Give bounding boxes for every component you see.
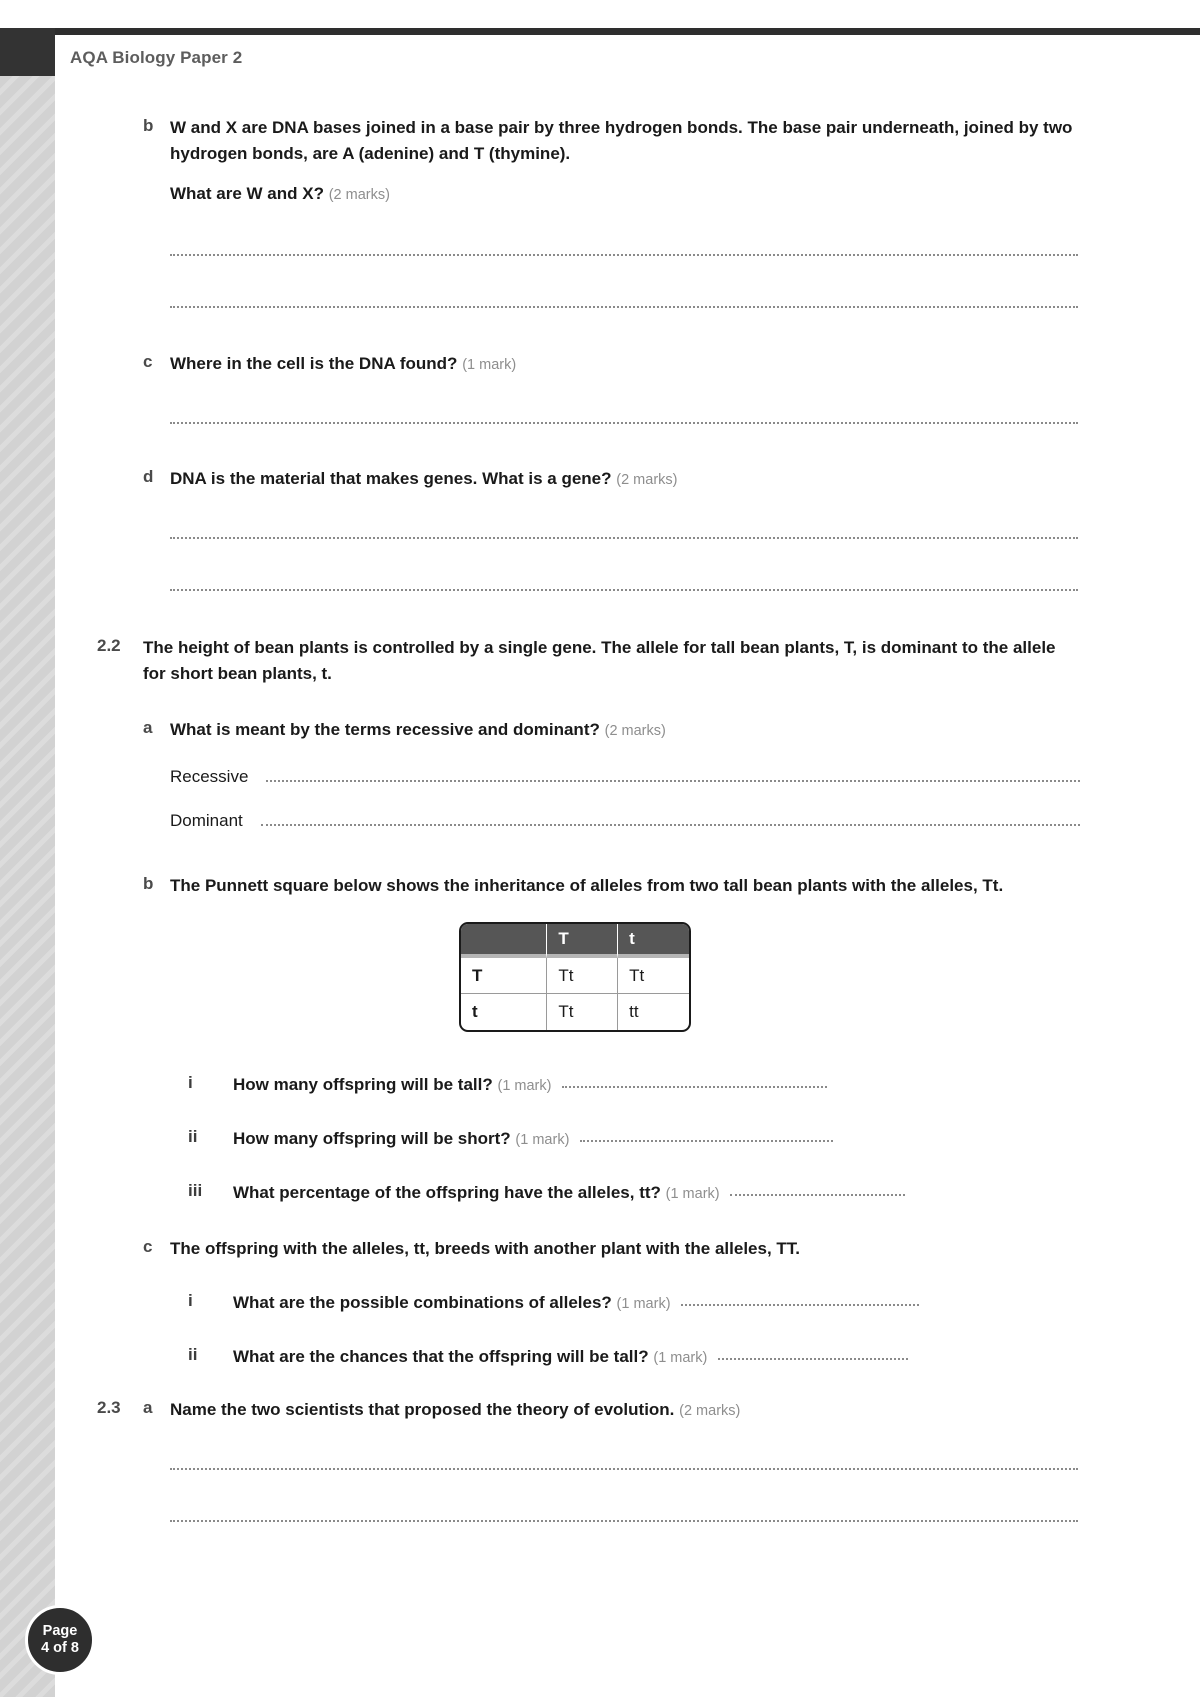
question-2-2c-body: The offspring with the alleles, tt, breeds with another plant with the alleles, TT.	[170, 1238, 801, 1258]
question-1b-prompt-row	[143, 181, 1080, 207]
question-2-2a-marks: (2 marks)	[604, 722, 666, 739]
question-2-2-line1: The height of bean plants is controlled by a single gene. The allele for tall bean plants, T,	[143, 638, 858, 658]
answer-line-2-3-2[interactable]	[170, 1520, 1078, 1522]
question-1b-prompt-spacer	[143, 181, 170, 182]
question-1d-body	[170, 466, 1080, 492]
question-2-2b-iii-marks: (1 mark)	[665, 1186, 720, 1203]
answer-line-recessive[interactable]	[170, 767, 1080, 787]
question-2-2c-i-roman: i	[188, 1290, 193, 1310]
answer-label-dominant: Dominant	[170, 810, 243, 830]
punnett-row-t	[461, 994, 689, 1030]
question-2-2a-text-mid: and	[473, 719, 513, 739]
question-1b-line2: underneath, joined by two hydrogen bonds, are A (adenine) and T (thymine).	[170, 118, 1073, 163]
question-2-2c-ii	[188, 1344, 1080, 1370]
question-1c-marks: (1 mark)	[462, 357, 517, 374]
question-2-2b	[143, 873, 1080, 899]
page-badge-line2: 4 of 8	[41, 1640, 79, 1656]
question-2-2b-iii-roman: iii	[188, 1181, 203, 1201]
question-1b-letter: b	[143, 116, 154, 135]
question-2-3-body	[170, 1397, 1080, 1423]
question-2-2b-iii-prompt: What percentage of the offspring have the alleles, tt?	[233, 1183, 661, 1203]
question-2-2b-i-marks: (1 mark)	[497, 1078, 552, 1095]
page-number-badge	[25, 1605, 95, 1675]
question-2-2a	[143, 717, 1080, 743]
question-1d-letter: d	[143, 467, 154, 487]
question-2-2b-line2: with the alleles, Tt.	[852, 875, 1004, 895]
question-2-2a-term-recessive: recessive	[395, 719, 474, 739]
question-2-2b-iii	[188, 1180, 1080, 1206]
question-2-2c-i-prompt: What are the possible combinations of alleles?	[233, 1292, 612, 1312]
question-1c-body	[170, 351, 1080, 377]
question-2-2b-i	[188, 1072, 1080, 1098]
question-2-2b-i-prompt: How many offspring will be tall?	[233, 1075, 493, 1095]
punnett-rowhead-t: t	[461, 994, 547, 1030]
question-1b-prompt-body	[170, 181, 1080, 207]
punnett-header-row-group	[461, 924, 689, 958]
question-2-3-text-pre: Name the	[170, 1400, 252, 1420]
question-1b	[143, 115, 1080, 167]
punnett-cell-0-1: Tt	[547, 958, 618, 994]
punnett-cell-1-1: Tt	[547, 994, 618, 1030]
question-2-2a-body	[170, 717, 1080, 743]
page-badge-line1: Page	[42, 1623, 78, 1640]
question-2-2-number: 2.2	[97, 636, 121, 656]
question-2-2c-ii-body	[233, 1344, 1080, 1370]
question-2-2a-text-pre: What is meant by the terms	[170, 719, 396, 739]
question-1d	[143, 466, 1080, 492]
answer-leader-2-2b-iii[interactable]	[730, 1189, 905, 1196]
answer-leader-2-2b-ii[interactable]	[580, 1135, 833, 1142]
question-2-3-strong-two: two	[251, 1400, 281, 1420]
question-2-2c-i-body	[233, 1290, 1080, 1316]
punnett-square-container	[70, 922, 1080, 1032]
answer-leader-2-2c-ii[interactable]	[718, 1353, 908, 1360]
answer-rule-dominant[interactable]	[261, 819, 1080, 826]
question-2-2c-i-marks: (1 mark)	[616, 1295, 671, 1312]
question-1c	[143, 351, 1080, 377]
answer-rule-recessive[interactable]	[266, 775, 1080, 782]
question-content-column	[70, 115, 1080, 1522]
question-1d-prompt: DNA is the material that makes genes. What is a gene?	[170, 469, 612, 489]
question-2-2a-term-dominant: dominant?	[512, 719, 600, 739]
punnett-header-col-t: t	[618, 924, 689, 958]
question-1b-marks: (2 marks)	[328, 186, 390, 203]
question-2-2	[97, 635, 1080, 687]
question-2-2-body	[143, 635, 1080, 687]
left-hatched-margin-strip	[0, 76, 55, 1697]
answer-leader-2-2b-i[interactable]	[562, 1081, 827, 1088]
question-2-3-marks: (2 marks)	[679, 1403, 741, 1420]
question-1b-line1: W and X are DNA bases joined in a base pair by three hydrogen bonds. The base pair	[170, 118, 858, 137]
question-2-3-letter: a	[143, 1398, 153, 1418]
answer-line-dominant[interactable]	[170, 811, 1080, 831]
question-2-3	[97, 1397, 1080, 1423]
question-2-3-number: 2.3	[97, 1398, 121, 1418]
running-header-title: AQA Biology Paper 2	[70, 48, 243, 67]
punnett-header-col-T: T	[547, 924, 618, 958]
question-2-2b-ii-prompt: How many offspring will be short?	[233, 1129, 511, 1149]
question-2-2b-iii-body	[233, 1180, 1080, 1206]
punnett-cell-0-2: Tt	[618, 958, 689, 994]
question-2-2b-ii-body	[233, 1126, 1080, 1152]
question-2-2-line2: is dominant to the allele for short bean plants, t.	[143, 638, 1056, 683]
question-1c-letter: c	[143, 352, 153, 372]
corner-block-decoration	[0, 28, 55, 76]
question-2-2c-ii-prompt: What are the chances that the offspring will be tall?	[233, 1346, 649, 1366]
question-2-3-text-post: scientists that proposed the theory of evolution.	[280, 1400, 675, 1420]
punnett-body	[461, 958, 689, 1030]
question-2-2c-i	[188, 1290, 1080, 1316]
question-2-2b-body	[170, 873, 1080, 899]
answer-leader-2-2c-i[interactable]	[681, 1299, 919, 1306]
punnett-rowhead-T: T	[461, 958, 547, 994]
question-1c-prompt: Where in the cell is the DNA found?	[170, 354, 458, 374]
question-2-2b-letter: b	[143, 873, 154, 893]
question-2-2a-letter: a	[143, 717, 153, 737]
question-2-2b-line1: The Punnett square below shows the inheritance of alleles from two tall bean plants	[170, 875, 848, 895]
punnett-header-corner	[461, 924, 547, 958]
top-rule-divider	[0, 28, 1200, 35]
punnett-cell-1-2: tt	[629, 1002, 639, 1022]
question-2-2b-ii-marks: (1 mark)	[515, 1132, 570, 1149]
question-2-2c-letter: c	[143, 1236, 153, 1256]
punnett-header-row	[461, 924, 689, 958]
question-2-2b-ii	[188, 1126, 1080, 1152]
answer-label-recessive: Recessive	[170, 766, 249, 786]
question-2-2b-ii-roman: ii	[188, 1127, 198, 1147]
question-2-2c	[143, 1236, 1080, 1262]
question-2-2b-i-roman: i	[188, 1073, 193, 1093]
question-2-2c-ii-marks: (1 mark)	[653, 1349, 708, 1366]
question-2-2b-i-body	[233, 1072, 1080, 1098]
punnett-square-table	[459, 922, 691, 1032]
question-1d-marks: (2 marks)	[616, 472, 678, 489]
question-1b-body	[170, 115, 1080, 167]
punnett-row-T	[461, 958, 689, 994]
question-1b-prompt: What are W and X?	[170, 183, 324, 203]
question-2-2c-ii-roman: ii	[188, 1344, 198, 1364]
